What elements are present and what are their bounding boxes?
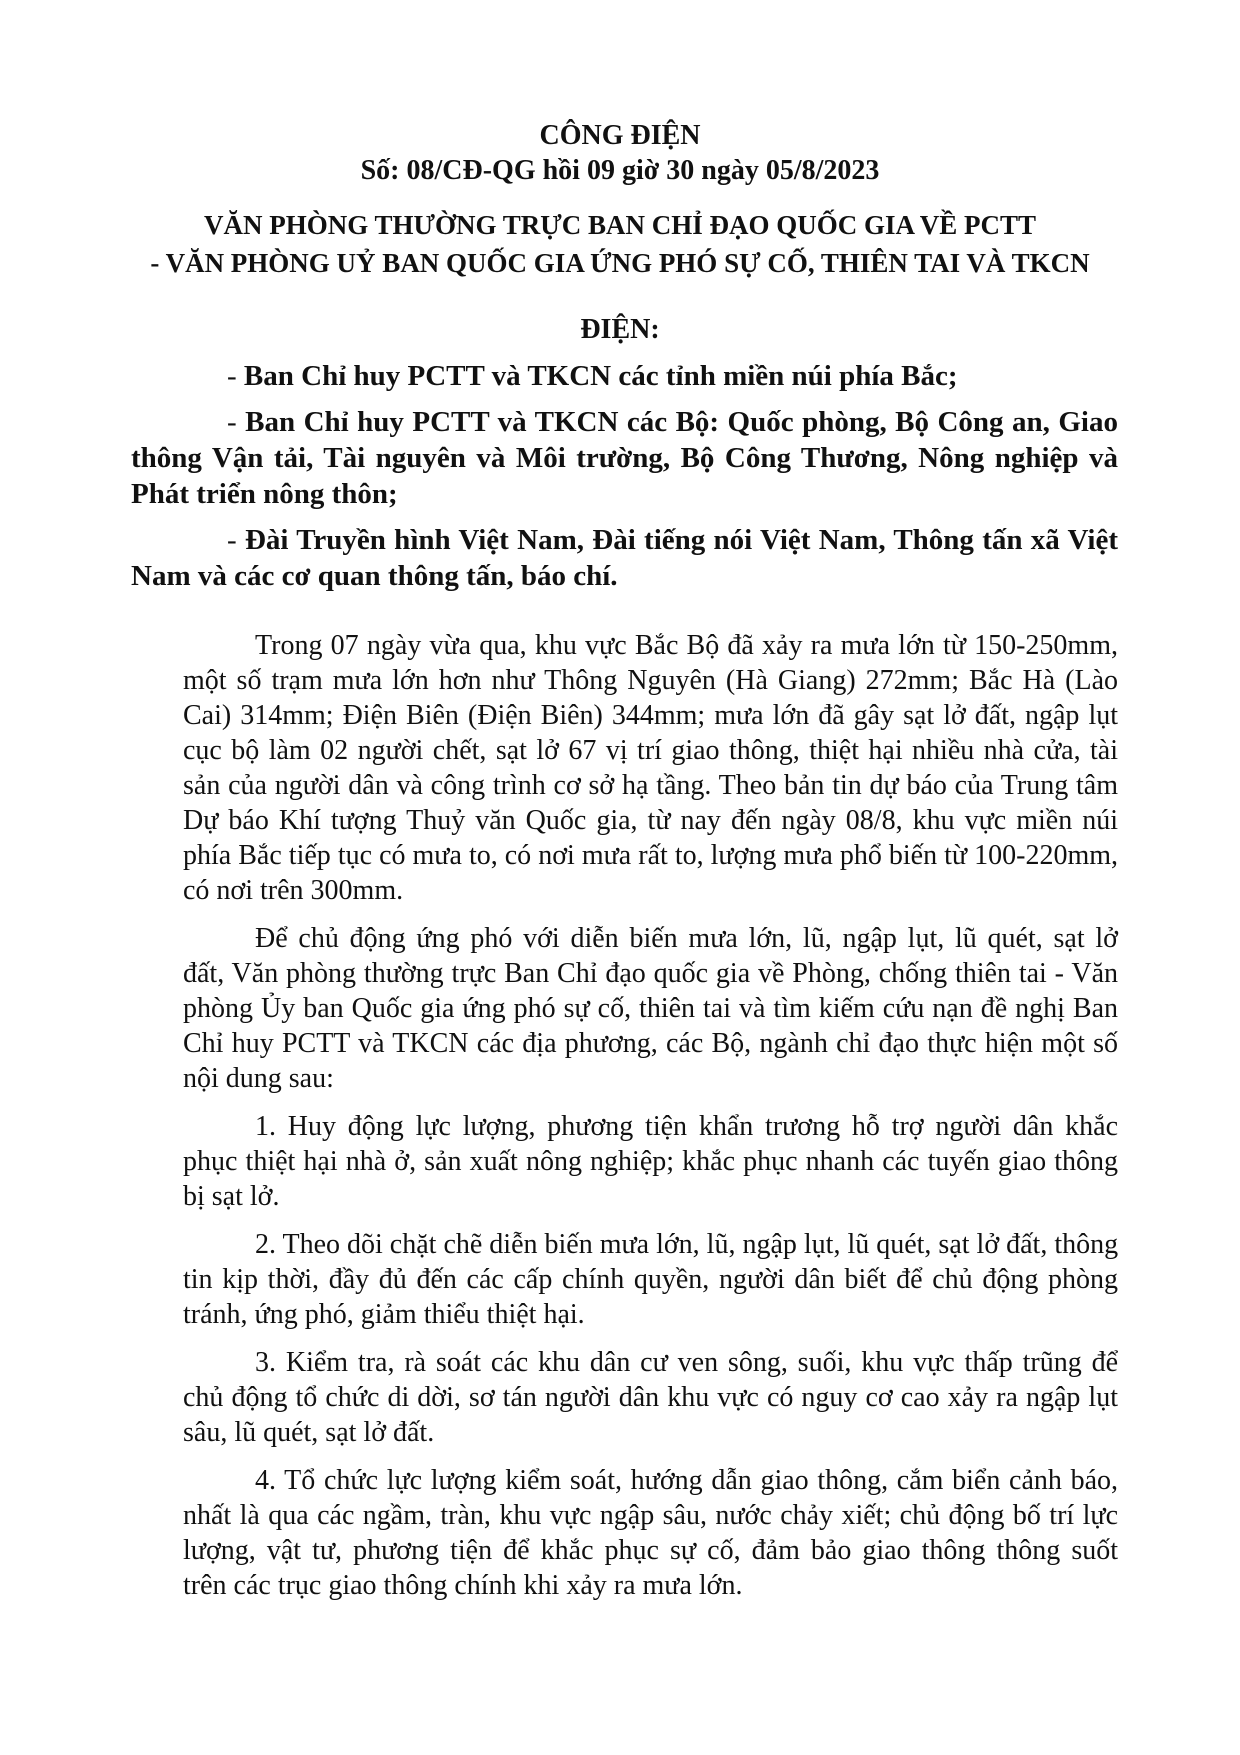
paragraph-line: nội dung sau: (183, 1063, 334, 1094)
recipient-item (131, 522, 1118, 594)
dien-label: ĐIỆN: (580, 314, 660, 345)
paragraph-line: Để chủ động ứng phó với diễn biến mưa lớn, lũ, ngập lụt, lũ quét, sạt lở (255, 923, 1118, 954)
recipient-line: - Ban Chỉ huy PCTT và TKCN các tỉnh miền núi phía Bắc; (227, 360, 958, 392)
recipient-item (131, 404, 1118, 512)
body-paragraph (183, 1109, 1118, 1214)
paragraph-line: phòng Ủy ban Quốc gia ứng phó sự cố, thiên tai và tìm kiếm cứu nạn đề nghị Ban (183, 993, 1118, 1024)
recipient-line: Nam và các cơ quan thông tấn, báo chí. (131, 560, 618, 592)
paragraph-line: phía Bắc tiếp tục có mưa to, có nơi mưa rất to, lượng mưa phổ biến từ 100-220mm, (183, 840, 1118, 871)
body-paragraph (183, 921, 1118, 1096)
body-paragraph (183, 1463, 1118, 1603)
paragraph-line: bị sạt lở. (183, 1181, 280, 1212)
body-paragraph (183, 628, 1118, 908)
recipient-line: - Đài Truyền hình Việt Nam, Đài tiếng nói Việt Nam, Thông tấn xã Việt (227, 524, 1118, 556)
sender-line-1: VĂN PHÒNG THƯỜNG TRỰC BAN CHỈ ĐẠO QUỐC GIA VỀ PCTT (203, 210, 1037, 240)
paragraph-line: tin kịp thời, đầy đủ đến các cấp chính quyền, người dân biết để chủ động phòng (183, 1264, 1118, 1295)
paragraph-line: Chỉ huy PCTT và TKCN các địa phương, các Bộ, ngành chỉ đạo thực hiện một số (183, 1028, 1118, 1059)
paragraph-line: 3. Kiểm tra, rà soát các khu dân cư ven sông, suối, khu vực thấp trũng để (255, 1347, 1118, 1378)
bullet-dash: - (227, 360, 244, 392)
recipients-list (131, 358, 1118, 604)
recipient-item (183, 358, 1118, 394)
paragraph-line: trên các trục giao thông chính khi xảy ra mưa lớn. (183, 1570, 743, 1601)
sender-block (0, 206, 1240, 282)
paragraph-line: 2. Theo dõi chặt chẽ diễn biến mưa lớn, lũ, ngập lụt, lũ quét, sạt lở đất, thông (255, 1229, 1119, 1260)
paragraph-line: phục thiệt hại nhà ở, sản xuất nông nghiệp; khắc phục nhanh các tuyến giao thông (183, 1146, 1118, 1177)
paragraph-line: tránh, ứng phó, giảm thiểu thiệt hại. (183, 1299, 585, 1330)
paragraph-line: Trong 07 ngày vừa qua, khu vực Bắc Bộ đã xảy ra mưa lớn từ 150-250mm, (255, 630, 1118, 661)
sender-line-2: - VĂN PHÒNG UỶ BAN QUỐC GIA ỨNG PHÓ SỰ CỐ, THIÊN TAI VÀ TKCN (150, 248, 1090, 278)
document-number: Số: 08/CĐ-QG hồi 09 giờ 30 ngày 05/8/2023 (360, 155, 880, 186)
paragraph-line: nhất là qua các ngầm, tràn, khu vực ngập sâu, nước chảy xiết; chủ động bố trí lực (183, 1500, 1118, 1531)
paragraph-line: cục bộ làm 02 người chết, sạt lở 67 vị trí giao thông, thiệt hại nhiều nhà cửa, tài (183, 735, 1118, 766)
paragraph-line: đất, Văn phòng thường trực Ban Chỉ đạo quốc gia về Phòng, chống thiên tai - Văn (183, 958, 1118, 989)
recipient-line: thông Vận tải, Tài nguyên và Môi trường, Bộ Công Thương, Nông nghiệp và (131, 442, 1118, 474)
document-title: CÔNG ĐIỆN (539, 120, 701, 151)
paragraph-line: một số trạm mưa lớn hơn như Thông Nguyên (Hà Giang) 272mm; Bắc Hà (Lào (183, 665, 1118, 696)
recipient-line: Phát triển nông thôn; (131, 478, 398, 510)
bullet-dash: - (227, 524, 245, 556)
paragraph-line: có nơi trên 300mm. (183, 875, 404, 906)
document-body (183, 628, 1119, 1616)
paragraph-line: sản của người dân và công trình cơ sở hạ tầng. Theo bản tin dự báo của Trung tâm (183, 770, 1118, 801)
paragraph-line: 1. Huy động lực lượng, phương tiện khẩn trương hỗ trợ người dân khắc (255, 1111, 1118, 1142)
paragraph-line: Dự báo Khí tượng Thuỷ văn Quốc gia, từ nay đến ngày 08/8, khu vực miền núi (183, 805, 1118, 836)
paragraph-line: lượng, vật tư, phương tiện để khắc phục sự cố, đảm bảo giao thông thông suốt (183, 1535, 1118, 1566)
recipient-line: - Ban Chỉ huy PCTT và TKCN các Bộ: Quốc phòng, Bộ Công an, Giao (227, 406, 1118, 438)
bullet-dash: - (227, 406, 246, 438)
paragraph-line: 4. Tổ chức lực lượng kiểm soát, hướng dẫn giao thông, cắm biển cảnh báo, (255, 1465, 1118, 1496)
paragraph-line: chủ động tổ chức di dời, sơ tán người dân khu vực có nguy cơ cao xảy ra ngập lụt (183, 1382, 1118, 1413)
paragraph-line: Cai) 314mm; Điện Biên (Điện Biên) 344mm; mưa lớn đã gây sạt lở đất, ngập lụt (183, 700, 1118, 731)
paragraph-line: sâu, lũ quét, sạt lở đất. (183, 1417, 435, 1448)
body-paragraph (183, 1345, 1118, 1450)
body-paragraph (183, 1227, 1119, 1332)
